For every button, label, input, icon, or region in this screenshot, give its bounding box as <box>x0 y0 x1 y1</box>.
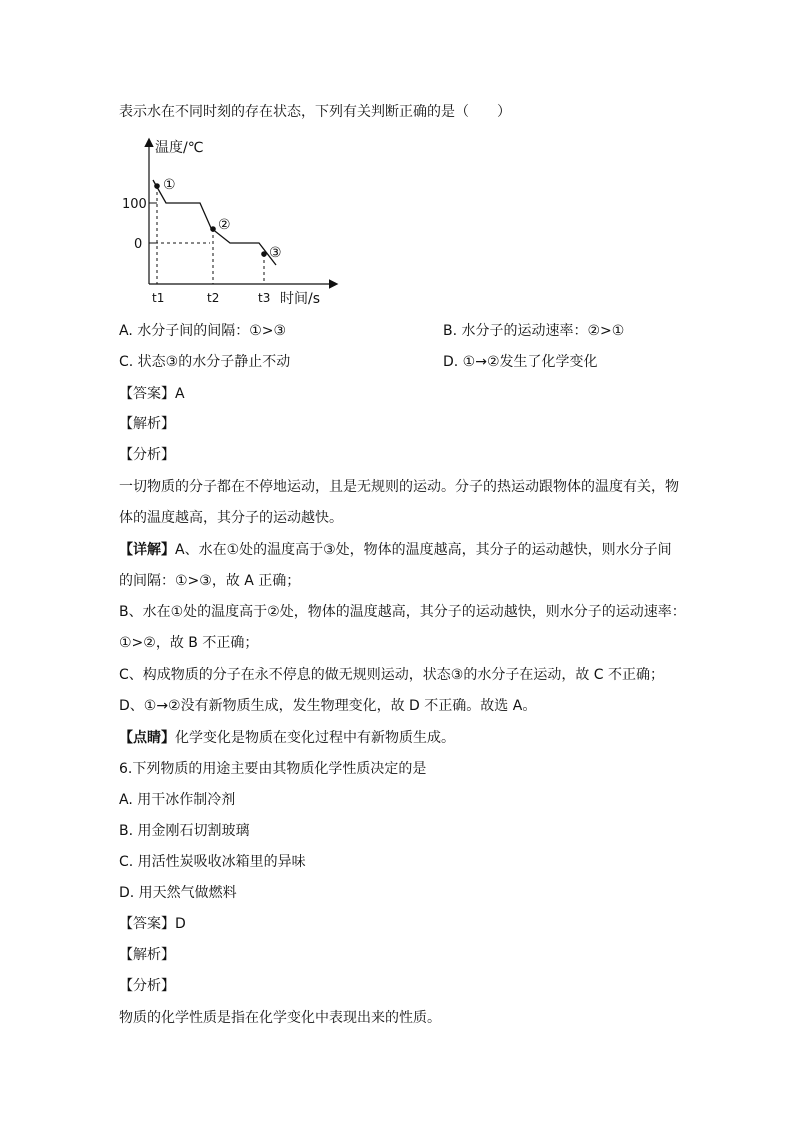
q5-detail-line-1 <box>119 541 672 559</box>
q5-answer: 【答案】A <box>119 386 185 402</box>
point-3-label: ③ <box>269 245 282 261</box>
q5-detail-line-6: D、①→②没有新物质生成，发生物理变化，故 D 不正确。故选 A。 <box>119 698 537 714</box>
point-1 <box>154 183 160 189</box>
q5-detail-line-5: C、构成物质的分子在永不停息的做无规则运动，状态③的水分子在运动，故 C 不正确； <box>119 667 664 683</box>
question-6-stem: 6.下列物质的用途主要由其物质化学性质决定的是 <box>119 761 427 777</box>
q5-detail-line-4: ①>②，故 B 不正确； <box>119 635 259 651</box>
x-tick-t3: t3 <box>258 291 271 305</box>
q5-analysis-heading: 【解析】 <box>119 416 175 432</box>
q6-answer: 【答案】D <box>119 916 186 932</box>
q6-option-b: B. 用金刚石切割玻璃 <box>119 823 250 839</box>
q5-option-b: B. 水分子的运动速率：②>① <box>443 323 625 339</box>
y-tick-100: 100 <box>122 197 147 212</box>
point-2 <box>210 226 216 232</box>
x-tick-t1: t1 <box>152 291 165 305</box>
q5-detail-tag: 【详解】 <box>119 542 175 558</box>
point-3 <box>261 251 267 257</box>
point-1-label: ① <box>163 177 176 193</box>
temperature-time-graph <box>0 0 794 320</box>
x-tick-t2: t2 <box>207 291 220 305</box>
q5-option-a: A. 水分子间的间隔：①>③ <box>119 323 287 339</box>
x-axis-label: 时间/s <box>280 291 321 307</box>
y-axis-label: 温度/℃ <box>155 140 204 156</box>
q6-option-d: D. 用天然气做燃料 <box>119 885 237 901</box>
point-2-label: ② <box>218 217 231 233</box>
q6-fenxi-line-1: 物质的化学性质是指在化学变化中表现出来的性质。 <box>119 1010 441 1026</box>
q5-detail-line-2: 的间隔：①>③，故 A 正确； <box>119 573 301 589</box>
q5-detail-text-1: A、水在①处的温度高于③处，物体的温度越高，其分子的运动越快，则水分子间 <box>175 542 672 558</box>
q6-fenxi-heading: 【分析】 <box>119 978 175 994</box>
question-5-stem: 表示水在不同时刻的存在状态，下列有关判断正确的是（ ） <box>119 104 511 120</box>
q5-dianjing-tag: 【点睛】 <box>119 730 175 746</box>
q6-analysis-heading: 【解析】 <box>119 947 175 963</box>
q5-option-c: C. 状态③的水分子静止不动 <box>119 354 291 370</box>
y-tick-0: 0 <box>134 237 143 252</box>
q6-option-a: A. 用干冰作制冷剂 <box>119 792 236 808</box>
q5-fenxi-line-1: 一切物质的分子都在不停地运动，且是无规则的运动。分子的热运动跟物体的温度有关，物 <box>119 479 679 495</box>
q5-fenxi-line-2: 体的温度越高，其分子的运动越快。 <box>119 510 343 526</box>
q5-detail-line-3: B、水在①处的温度高于②处，物体的温度越高，其分子的运动越快，则水分子的运动速率： <box>119 604 686 620</box>
q5-dianjing-text: 化学变化是物质在变化过程中有新物质生成。 <box>175 730 455 746</box>
q5-option-d: D. ①→②发生了化学变化 <box>443 354 598 370</box>
q5-fenxi-heading: 【分析】 <box>119 447 175 463</box>
q5-dianjing <box>119 729 455 747</box>
q6-option-c: C. 用活性炭吸收冰箱里的异味 <box>119 854 306 870</box>
